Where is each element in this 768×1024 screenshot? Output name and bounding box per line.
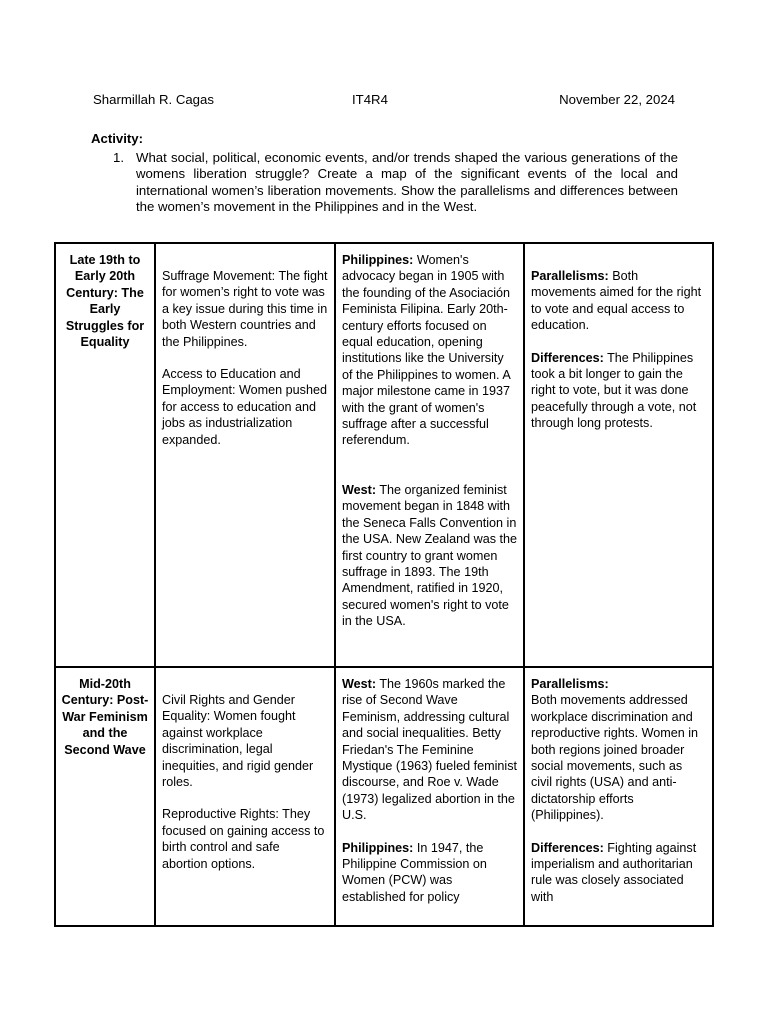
trend-text: Civil Rights and Gender Equality: Women fought against workplace discrimination, legal inequities, and rigid gender roles. bbox=[162, 693, 314, 790]
table-row bbox=[55, 243, 713, 667]
parallelisms-entry bbox=[531, 268, 706, 334]
region-text: Women's advocacy began in 1905 with the founding of the Asociación Feminista Filipina. Early 20th-century efforts focused on equal education, opening institutions like the University of the Philippines to women. A major milestone came in 1937 with the grant of women's suffrage after a successful referendum. bbox=[342, 253, 511, 448]
document-header bbox=[93, 92, 675, 110]
trend-text: Suffrage Movement: The fight for women’s right to vote was a key issue during this time in both Western countries and the Philippines. bbox=[162, 269, 328, 349]
parallelisms-label: Parallelisms: bbox=[531, 269, 609, 283]
trend-text: Reproductive Rights: They focused on gaining access to birth control and safe abortion options. bbox=[162, 807, 325, 871]
class-section: IT4R4 bbox=[352, 92, 388, 107]
trends-cell bbox=[155, 667, 335, 926]
differences-text: Fighting against imperialism and authoritarian rule was closely associated with bbox=[531, 840, 697, 904]
regions-cell bbox=[335, 243, 524, 667]
region-entry bbox=[342, 676, 517, 824]
era-title: Late 19th to Early 20th Century: The Early Struggles for Equality bbox=[65, 253, 145, 350]
region-label: West: bbox=[342, 677, 377, 691]
parallelisms-text: Both movements addressed workplace discrimination and reproductive rights. Women in both regions joined broader social movements, such as civil rights (USA) and anti-dictatorship efforts (Philippines). bbox=[531, 693, 699, 823]
era-cell bbox=[55, 243, 155, 667]
region-text: The 1960s marked the rise of Second Wave Feminism, addressing cultural and social inequalities. Betty Friedan's The Feminine Mystique (1963) fueled feminist discourse, and Roe v. Wade (1973) legalized abortion in the U.S. bbox=[342, 677, 517, 823]
region-text: The organized feminist movement began in 1848 with the Seneca Falls Convention in the USA. New Zealand was the first country to grant women suffrage in 1893. The 19th Amendment, ratified in 1920, secured women's right to vote in the USA. bbox=[342, 482, 518, 629]
region-label: Philippines: bbox=[342, 253, 414, 267]
activity-question bbox=[113, 150, 678, 216]
region-entry bbox=[342, 840, 517, 906]
differences-label: Differences: bbox=[531, 350, 604, 365]
question-text: What social, political, economic events, and/or trends shaped the various generations of the womens liberation struggle? Create a map of the significant events of the local and international women’s liberation movements. Show the parallelisms and differences between the women’s movement in the Philippines and in the West. bbox=[136, 150, 678, 215]
region-label: West: bbox=[342, 482, 377, 497]
era-title: Mid-20th Century: Post-War Feminism and the Second Wave bbox=[61, 677, 149, 757]
differences-label: Differences: bbox=[531, 840, 604, 855]
activity-heading: Activity: bbox=[91, 131, 144, 146]
region-text: In 1947, the Philippine Commission on Women (PCW) was established for policy bbox=[342, 840, 487, 904]
womens-movement-table bbox=[54, 242, 714, 927]
regions-cell bbox=[335, 667, 524, 926]
region-label: Philippines: bbox=[342, 840, 414, 855]
student-name: Sharmillah R. Cagas bbox=[93, 92, 214, 107]
differences-entry bbox=[531, 840, 706, 906]
region-entry bbox=[342, 482, 517, 630]
differences-entry bbox=[531, 350, 706, 432]
parallelisms-label: Parallelisms: bbox=[531, 677, 609, 691]
parallelisms-text: Both movements aimed for the right to vote and equal access to education. bbox=[531, 269, 702, 333]
region-entry bbox=[342, 252, 517, 449]
trend-text: Access to Education and Employment: Women pushed for access to education and jobs as industrialization expanded. bbox=[162, 367, 327, 447]
parallelisms-entry bbox=[531, 676, 706, 824]
document-date: November 22, 2024 bbox=[559, 92, 675, 107]
differences-text: The Philippines took a bit longer to gain the right to vote, but it was done peacefully through a vote, not through long protests. bbox=[531, 350, 697, 431]
era-cell bbox=[55, 667, 155, 926]
trends-cell bbox=[155, 243, 335, 667]
table-row bbox=[55, 667, 713, 926]
question-number: 1. bbox=[113, 150, 124, 165]
comparison-cell bbox=[524, 667, 713, 926]
comparison-cell bbox=[524, 243, 713, 667]
